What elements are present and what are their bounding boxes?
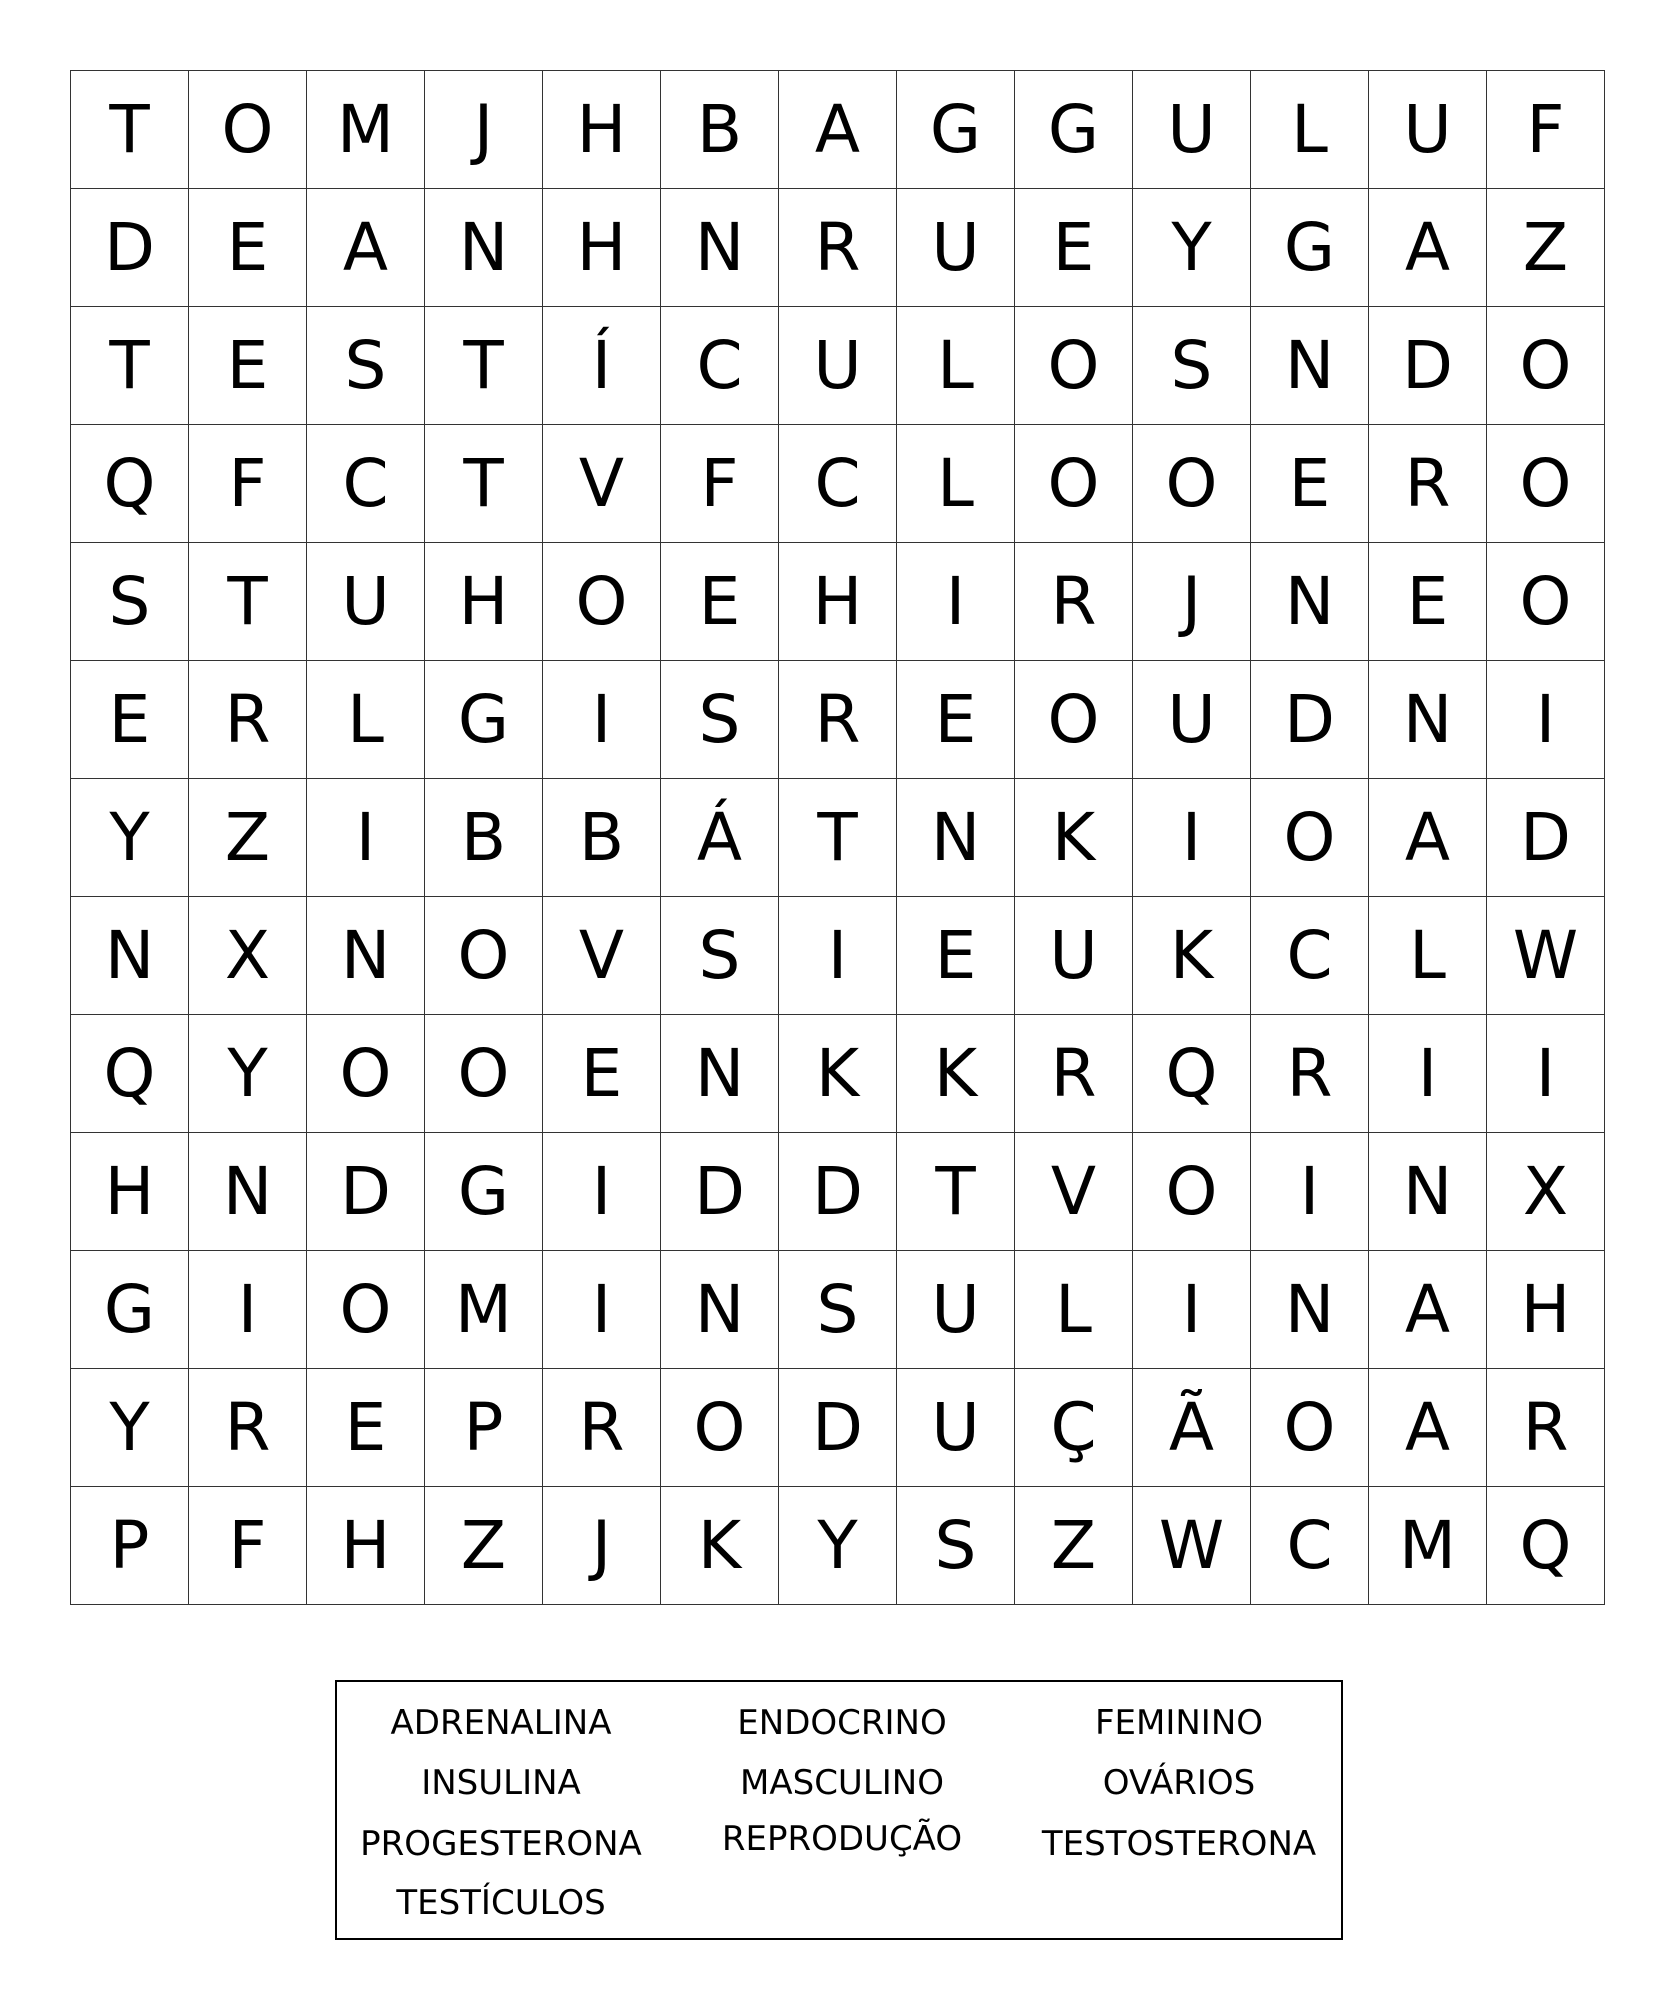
word-item: TESTÍCULOS bbox=[396, 1883, 606, 1923]
grid-cell: E bbox=[307, 1369, 425, 1487]
grid-cell: U bbox=[1015, 897, 1133, 1015]
letter-grid bbox=[70, 70, 1605, 1605]
grid-cell: Z bbox=[425, 1487, 543, 1605]
grid-cell: E bbox=[189, 307, 307, 425]
grid-cell: W bbox=[1133, 1487, 1251, 1605]
grid-cell: O bbox=[1015, 307, 1133, 425]
grid-cell: Q bbox=[1487, 1487, 1605, 1605]
grid-cell: D bbox=[1487, 779, 1605, 897]
grid-cell: G bbox=[1251, 189, 1369, 307]
grid-cell: M bbox=[1369, 1487, 1487, 1605]
grid-cell: G bbox=[71, 1251, 189, 1369]
grid-cell: S bbox=[661, 661, 779, 779]
grid-cell: A bbox=[1369, 779, 1487, 897]
grid-cell: R bbox=[1369, 425, 1487, 543]
grid-cell: K bbox=[897, 1015, 1015, 1133]
grid-cell: C bbox=[661, 307, 779, 425]
grid-cell: M bbox=[425, 1251, 543, 1369]
grid-cell: C bbox=[307, 425, 425, 543]
grid-cell: U bbox=[307, 543, 425, 661]
grid-cell: I bbox=[1133, 1251, 1251, 1369]
grid-cell: D bbox=[779, 1369, 897, 1487]
grid-cell: A bbox=[779, 71, 897, 189]
grid-cell: N bbox=[661, 189, 779, 307]
grid-cell: O bbox=[661, 1369, 779, 1487]
grid-cell: I bbox=[897, 543, 1015, 661]
grid-cell: S bbox=[71, 543, 189, 661]
grid-cell: I bbox=[307, 779, 425, 897]
grid-cell: Y bbox=[71, 779, 189, 897]
grid-cell: J bbox=[1133, 543, 1251, 661]
grid-cell: J bbox=[425, 71, 543, 189]
grid-cell: N bbox=[189, 1133, 307, 1251]
grid-cell: D bbox=[1251, 661, 1369, 779]
word-item: MASCULINO bbox=[740, 1763, 944, 1803]
grid-cell: I bbox=[543, 1251, 661, 1369]
grid-cell: L bbox=[897, 425, 1015, 543]
grid-cell: V bbox=[543, 897, 661, 1015]
grid-cell: H bbox=[1487, 1251, 1605, 1369]
grid-cell: O bbox=[1251, 779, 1369, 897]
grid-cell: I bbox=[1487, 661, 1605, 779]
grid-cell: J bbox=[543, 1487, 661, 1605]
grid-cell: R bbox=[1251, 1015, 1369, 1133]
grid-cell: H bbox=[779, 543, 897, 661]
grid-cell: U bbox=[1133, 71, 1251, 189]
grid-cell: S bbox=[779, 1251, 897, 1369]
grid-cell: Z bbox=[1487, 189, 1605, 307]
grid-cell: Y bbox=[1133, 189, 1251, 307]
grid-cell: S bbox=[897, 1487, 1015, 1605]
grid-cell: O bbox=[425, 1015, 543, 1133]
grid-cell: N bbox=[1251, 543, 1369, 661]
grid-cell: O bbox=[1487, 543, 1605, 661]
grid-cell: T bbox=[897, 1133, 1015, 1251]
grid-cell: G bbox=[425, 661, 543, 779]
grid-cell: A bbox=[307, 189, 425, 307]
grid-cell: E bbox=[897, 897, 1015, 1015]
grid-cell: H bbox=[425, 543, 543, 661]
grid-cell: C bbox=[779, 425, 897, 543]
grid-cell: H bbox=[543, 189, 661, 307]
grid-cell: D bbox=[661, 1133, 779, 1251]
word-list bbox=[335, 1680, 1343, 1940]
grid-cell: D bbox=[1369, 307, 1487, 425]
grid-cell: U bbox=[897, 189, 1015, 307]
grid-cell: R bbox=[543, 1369, 661, 1487]
grid-cell: R bbox=[189, 661, 307, 779]
grid-cell: A bbox=[1369, 1369, 1487, 1487]
grid-cell: U bbox=[1133, 661, 1251, 779]
grid-cell: Q bbox=[71, 425, 189, 543]
grid-cell: N bbox=[661, 1251, 779, 1369]
grid-cell: L bbox=[307, 661, 425, 779]
grid-cell: I bbox=[1133, 779, 1251, 897]
grid-cell: L bbox=[1251, 71, 1369, 189]
grid-cell: L bbox=[1015, 1251, 1133, 1369]
grid-cell: O bbox=[1487, 425, 1605, 543]
grid-cell: N bbox=[897, 779, 1015, 897]
grid-cell: O bbox=[307, 1251, 425, 1369]
grid-cell: Z bbox=[1015, 1487, 1133, 1605]
grid-cell: F bbox=[661, 425, 779, 543]
grid-cell: P bbox=[71, 1487, 189, 1605]
grid-cell: I bbox=[189, 1251, 307, 1369]
grid-cell: H bbox=[543, 71, 661, 189]
grid-cell: Y bbox=[779, 1487, 897, 1605]
grid-cell: R bbox=[1487, 1369, 1605, 1487]
grid-cell: O bbox=[1133, 425, 1251, 543]
grid-cell: K bbox=[661, 1487, 779, 1605]
grid-cell: N bbox=[71, 897, 189, 1015]
grid-cell: E bbox=[897, 661, 1015, 779]
grid-cell: G bbox=[897, 71, 1015, 189]
grid-cell: Á bbox=[661, 779, 779, 897]
grid-cell: V bbox=[543, 425, 661, 543]
grid-cell: D bbox=[307, 1133, 425, 1251]
grid-cell: I bbox=[779, 897, 897, 1015]
grid-cell: G bbox=[425, 1133, 543, 1251]
word-item: TESTOSTERONA bbox=[1041, 1824, 1317, 1864]
grid-cell: T bbox=[71, 71, 189, 189]
grid-cell: F bbox=[189, 1487, 307, 1605]
grid-cell: Ã bbox=[1133, 1369, 1251, 1487]
grid-cell: N bbox=[307, 897, 425, 1015]
grid-cell: G bbox=[1015, 71, 1133, 189]
grid-cell: C bbox=[1251, 897, 1369, 1015]
grid-cell: E bbox=[1015, 189, 1133, 307]
grid-cell: E bbox=[1251, 425, 1369, 543]
grid-cell: Z bbox=[189, 779, 307, 897]
grid-cell: K bbox=[1015, 779, 1133, 897]
grid-cell: U bbox=[897, 1251, 1015, 1369]
grid-cell: A bbox=[1369, 189, 1487, 307]
grid-cell: S bbox=[1133, 307, 1251, 425]
grid-cell: E bbox=[71, 661, 189, 779]
grid-cell: Q bbox=[71, 1015, 189, 1133]
grid-cell: T bbox=[779, 779, 897, 897]
grid-cell: I bbox=[543, 1133, 661, 1251]
grid-cell: F bbox=[189, 425, 307, 543]
grid-cell: K bbox=[1133, 897, 1251, 1015]
grid-cell: I bbox=[543, 661, 661, 779]
grid-cell: O bbox=[189, 71, 307, 189]
word-item: ADRENALINA bbox=[390, 1703, 612, 1743]
grid-cell: O bbox=[1251, 1369, 1369, 1487]
grid-cell: F bbox=[1487, 71, 1605, 189]
grid-cell: Y bbox=[71, 1369, 189, 1487]
grid-cell: E bbox=[1369, 543, 1487, 661]
grid-cell: I bbox=[1369, 1015, 1487, 1133]
grid-cell: X bbox=[189, 897, 307, 1015]
grid-cell: U bbox=[779, 307, 897, 425]
grid-cell: W bbox=[1487, 897, 1605, 1015]
grid-cell: N bbox=[425, 189, 543, 307]
grid-cell: O bbox=[1015, 425, 1133, 543]
grid-cell: X bbox=[1487, 1133, 1605, 1251]
grid-cell: T bbox=[425, 425, 543, 543]
grid-cell: R bbox=[779, 661, 897, 779]
grid-cell: O bbox=[1487, 307, 1605, 425]
grid-cell: N bbox=[1369, 661, 1487, 779]
grid-cell: E bbox=[189, 189, 307, 307]
grid-cell: R bbox=[779, 189, 897, 307]
grid-cell: S bbox=[307, 307, 425, 425]
grid-cell: I bbox=[1487, 1015, 1605, 1133]
grid-cell: S bbox=[661, 897, 779, 1015]
grid-cell: E bbox=[661, 543, 779, 661]
grid-cell: Í bbox=[543, 307, 661, 425]
grid-cell: R bbox=[1015, 1015, 1133, 1133]
grid-cell: P bbox=[425, 1369, 543, 1487]
grid-cell: H bbox=[307, 1487, 425, 1605]
grid-cell: L bbox=[1369, 897, 1487, 1015]
grid-cell: O bbox=[543, 543, 661, 661]
grid-cell: R bbox=[189, 1369, 307, 1487]
grid-cell: V bbox=[1015, 1133, 1133, 1251]
grid-cell: N bbox=[1251, 307, 1369, 425]
grid-cell: R bbox=[1015, 543, 1133, 661]
grid-cell: B bbox=[425, 779, 543, 897]
word-item: REPRODUÇÃO bbox=[721, 1819, 963, 1859]
grid-cell: C bbox=[1251, 1487, 1369, 1605]
grid-cell: H bbox=[71, 1133, 189, 1251]
word-item: FEMININO bbox=[1094, 1703, 1264, 1743]
grid-cell: D bbox=[71, 189, 189, 307]
grid-cell: N bbox=[1369, 1133, 1487, 1251]
grid-cell: L bbox=[897, 307, 1015, 425]
grid-cell: U bbox=[897, 1369, 1015, 1487]
word-item: ENDOCRINO bbox=[737, 1703, 947, 1743]
grid-cell: O bbox=[307, 1015, 425, 1133]
word-item: INSULINA bbox=[421, 1763, 581, 1803]
grid-cell: O bbox=[1133, 1133, 1251, 1251]
grid-cell: O bbox=[425, 897, 543, 1015]
grid-cell: T bbox=[71, 307, 189, 425]
grid-cell: A bbox=[1369, 1251, 1487, 1369]
grid-cell: E bbox=[543, 1015, 661, 1133]
grid-cell: U bbox=[1369, 71, 1487, 189]
grid-cell: B bbox=[661, 71, 779, 189]
grid-cell: Y bbox=[189, 1015, 307, 1133]
grid-cell: Q bbox=[1133, 1015, 1251, 1133]
grid-cell: I bbox=[1251, 1133, 1369, 1251]
grid-cell: K bbox=[779, 1015, 897, 1133]
grid-cell: O bbox=[1015, 661, 1133, 779]
grid-cell: T bbox=[425, 307, 543, 425]
grid-cell: M bbox=[307, 71, 425, 189]
grid-cell: N bbox=[1251, 1251, 1369, 1369]
word-item: OVÁRIOS bbox=[1102, 1763, 1256, 1803]
grid-cell: Ç bbox=[1015, 1369, 1133, 1487]
grid-cell: D bbox=[779, 1133, 897, 1251]
grid-cell: N bbox=[661, 1015, 779, 1133]
grid-cell: B bbox=[543, 779, 661, 897]
word-item: PROGESTERONA bbox=[360, 1824, 642, 1864]
grid-cell: T bbox=[189, 543, 307, 661]
